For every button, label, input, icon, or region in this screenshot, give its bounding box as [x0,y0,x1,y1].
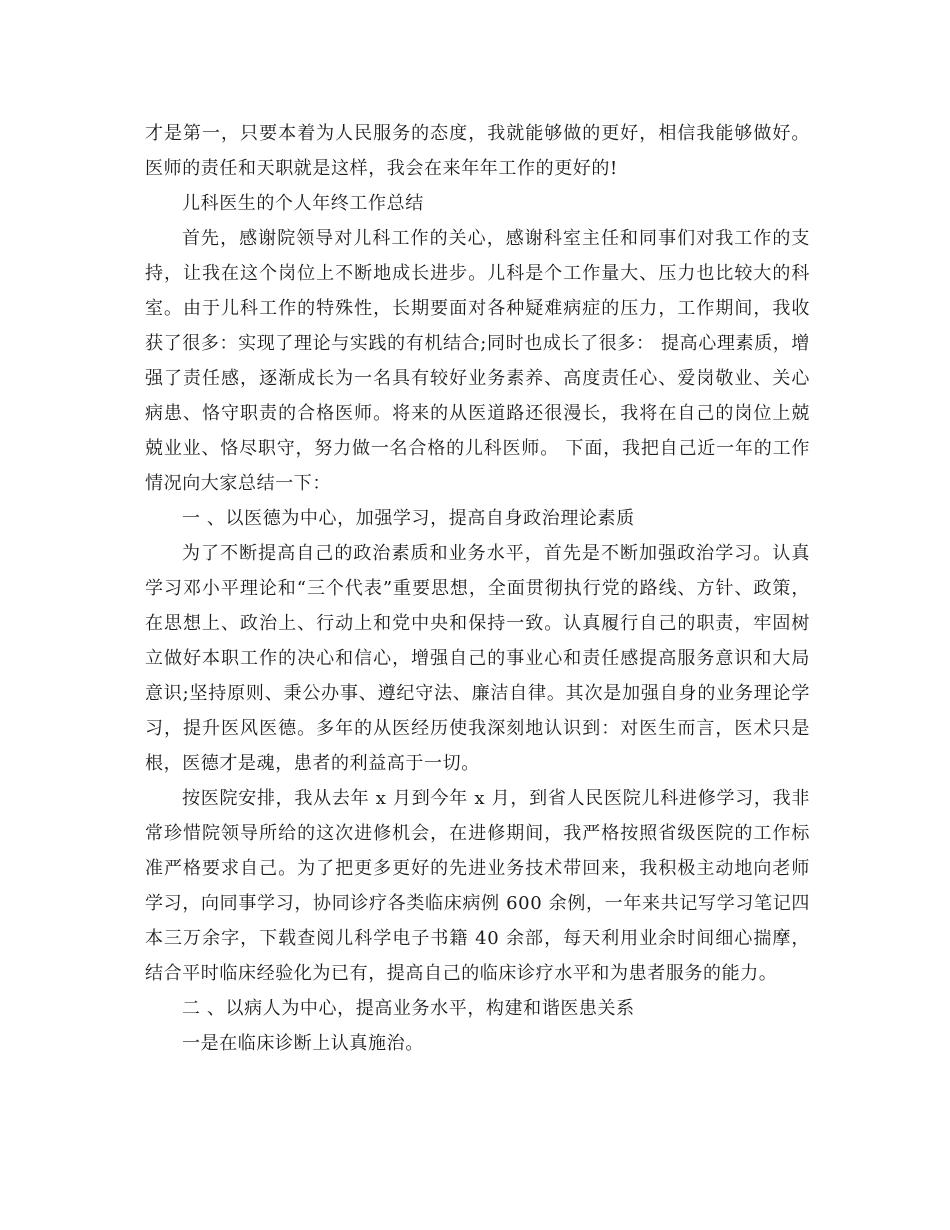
paragraph-section-1: 为了不断提高自己的政治素质和业务水平，首先是不断加强政治学习。认真学习邓小平理论和“三个代表”重要思想，全面贯彻执行党的路线、方针、政策，在思想上、政治上、行动上和党中央和保持一致。认真履行自己的职责，牢固树立做好本职工作的决心和信心，增强自己的事业心和责任感提高服务意识和大局意识;坚持原则、秉公办事、遵纪守法、廉洁自律。其次是加强自身的业务理论学习，提升医风医德。多年的从医经历使我深刻地认识到：对医生而言，医术只是根，医德才是魂，患者的利益高于一切。 [145,543,810,774]
paragraph-training: 按医院安排，我从去年 x 月到今年 x 月，到省人民医院儿科进修学习，我非常珍惜院领导所给的这次进修机会，在进修期间，我严格按照省级医院的工作标准严格要求自己。为了把更多更好的先进业务技术带回来，我积极主动地向老师学习，向同事学习，协同诊疗各类临床病例 600 余例，一年来共记写学习笔记四本三万余字，下载查阅儿科学电子书籍 40 余部，每天利用业余时间细心揣摩，结合平时临床经验化为已有，提高自己的临床诊疗水平和为患者服务的能力。 [145,788,810,984]
document-page [145,116,810,1061]
paragraph-continuation: 才是第一，只要本着为人民服务的态度，我就能够做的更好，相信我能够做好。医师的责任和天职就是这样，我会在来年年工作的更好的! [145,123,810,179]
paragraph-section-2: 一是在临床诊断上认真施治。 [182,1033,424,1054]
section-heading-2: 二 、以病人为中心，提高业务水平，构建和谐医患关系 [182,998,635,1019]
paragraph-intro: 首先，感谢院领导对儿科工作的关心，感谢科室主任和同事们对我工作的支持，让我在这个岗位上不断地成长进步。儿科是个工作量大、压力也比较大的科室。由于儿科工作的特殊性，长期要面对各种疑难病症的压力，工作期间，我收获了很多：实现了理论与实践的有机结合;同时也成长了很多： 提高心理素质，增强了责任感，逐渐成长为一名具有较好业务素养、高度责任心、爱岗敬业、关心病患、恪守职责的合格医师。将来的从医道路还很漫长，我将在自己的岗位上兢兢业业、恪尽职守，努力做一名合格的儿科医师。 下面，我把自己近一年的工作情况向大家总结一下： [145,228,810,494]
section-heading-1: 一 、以医德为中心，加强学习，提高自身政治理论素质 [182,508,635,529]
document-title: 儿科医生的个人年终工作总结 [182,193,424,214]
